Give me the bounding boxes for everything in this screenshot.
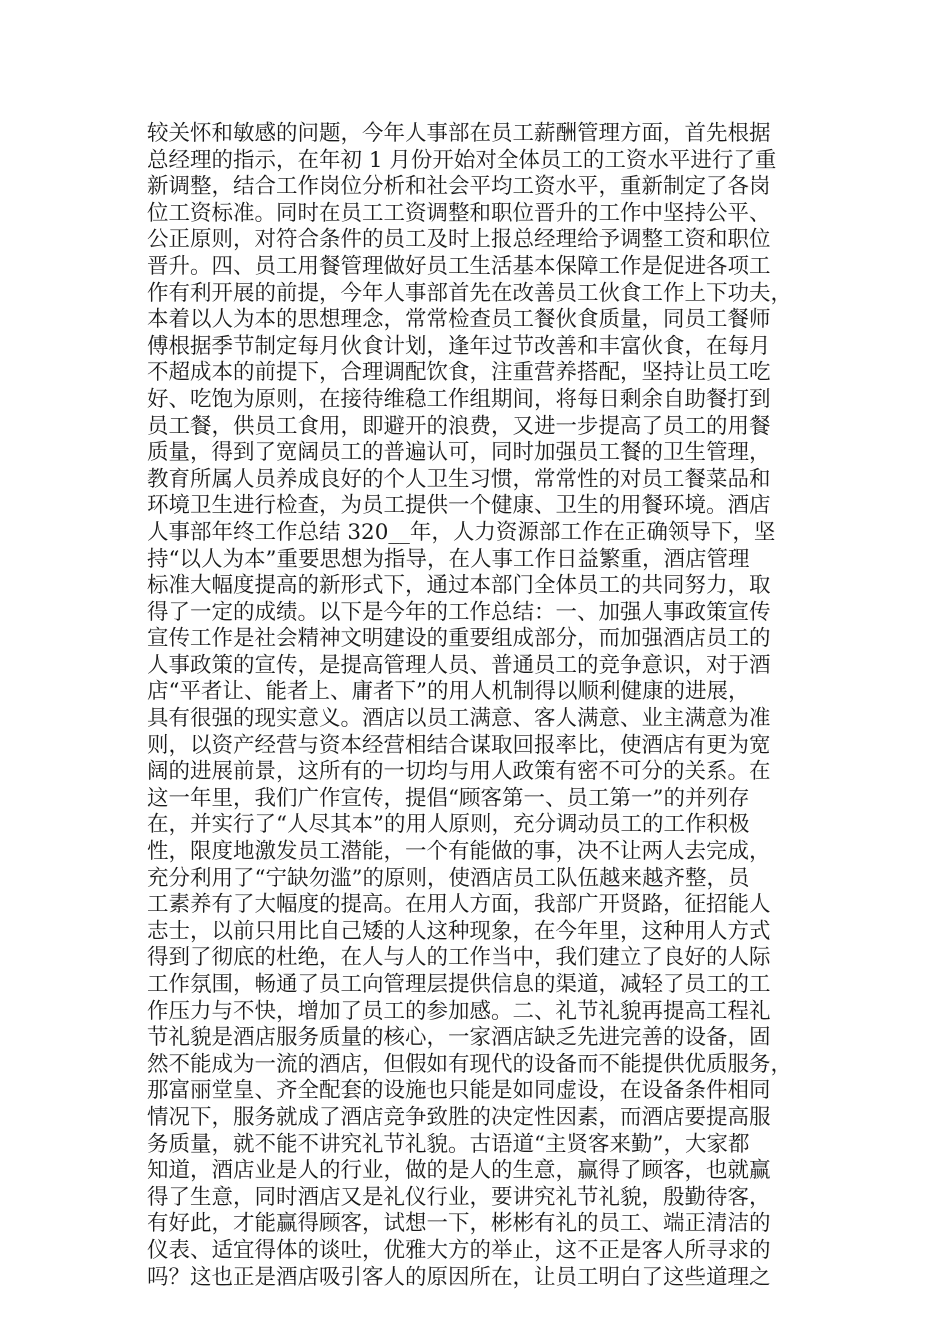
text-line: 则，以资产经营与资本经营相结合谋取回报率比，使酒店有更为宽 bbox=[147, 732, 771, 758]
text-line: 性，限度地激发员工潜能，一个有能做的事，决不让两人去完成， bbox=[147, 839, 771, 865]
body-text bbox=[147, 121, 827, 1291]
text-line: 本着以人为本的思想理念，常常检查员工餐伙食质量，同员工餐师 bbox=[147, 307, 771, 333]
text-line: 员工餐，供员工食用，即避开的浪费，又进一步提高了员工的用餐 bbox=[147, 413, 771, 439]
text-line: 店“平者让、能者上、庸者下”的用人机制得以顺利健康的进展， bbox=[147, 679, 750, 705]
text-line: 具有很强的现实意义。酒店以员工满意、客人满意、业主满意为准 bbox=[147, 706, 771, 732]
text-line: 傅根据季节制定每月伙食计划，逢年过节改善和丰富伙食，在每月 bbox=[147, 333, 771, 359]
text-line: 持“以人为本”重要思想为指导，在人事工作日益繁重，酒店管理 bbox=[147, 546, 750, 572]
text-line: 在，并实行了“人尽其本”的用人原则，充分调动员工的工作积极 bbox=[147, 812, 750, 838]
text-line: 志士，以前只用比自己矮的人这种现象，在今年里，这种用人方式 bbox=[147, 918, 771, 944]
text-line: 作压力与不快，增加了员工的参加感。二、礼节礼貌再提高工程礼 bbox=[147, 998, 771, 1024]
text-line: 环境卫生进行检查，为员工提供一个健康、卫生的用餐环境。酒店 bbox=[147, 493, 771, 519]
text-line: 得了生意，同时酒店又是礼仪行业，要讲究礼节礼貌，殷勤待客， bbox=[147, 1184, 771, 1210]
text-line: 这一年里，我们广作宣传，提倡“顾客第一、员工第一”的并列存 bbox=[147, 785, 750, 811]
text-line: 人事部年终工作总结 320__年，人力资源部工作在正确领导下，坚 bbox=[147, 519, 776, 545]
text-line: 知道，酒店业是人的行业，做的是人的生意，赢得了顾客，也就赢 bbox=[147, 1158, 771, 1184]
text-line: 不超成本的前提下，合理调配饮食，注重营养搭配，坚持让员工吃 bbox=[147, 360, 771, 386]
text-line: 有好此，才能赢得顾客，试想一下，彬彬有礼的员工、端正清洁的 bbox=[147, 1211, 771, 1237]
text-line: 新调整，结合工作岗位分析和社会平均工资水平，重新制定了各岗 bbox=[147, 174, 771, 200]
text-line: 位工资标准。同时在员工工资调整和职位晋升的工作中坚持公平、 bbox=[147, 200, 771, 226]
text-line: 充分利用了“宁缺勿滥”的原则，使酒店员工队伍越来越齐整，员 bbox=[147, 865, 750, 891]
text-line: 得了一定的成绩。以下是今年的工作总结：一、加强人事政策宣传 bbox=[147, 599, 771, 625]
text-line: 总经理的指示，在年初 1 月份开始对全体员工的工资水平进行了重 bbox=[147, 147, 777, 173]
text-line: 那富丽堂皇、齐全配套的设施也只能是如同虚设，在设备条件相同 bbox=[147, 1078, 771, 1104]
text-line: 得到了彻底的杜绝，在人与人的工作当中，我们建立了良好的人际 bbox=[147, 945, 771, 971]
text-line: 工作氛围，畅通了员工向管理层提供信息的渠道，减轻了员工的工 bbox=[147, 972, 771, 997]
text-line: 晋升。四、员工用餐管理做好员工生活基本保障工作是促进各项工 bbox=[147, 253, 771, 279]
text-line: 质量，得到了宽阔员工的普遍认可，同时加强员工餐的卫生管理， bbox=[147, 440, 771, 466]
text-line: 较关怀和敏感的问题，今年人事部在员工薪酬管理方面，首先根据 bbox=[147, 121, 771, 146]
text-line: 公正原则，对符合条件的员工及时上报总经理给予调整工资和职位 bbox=[147, 227, 771, 253]
text-line: 然不能成为一流的酒店，但假如有现代的设备而不能提供优质服务， bbox=[147, 1051, 793, 1077]
text-line: 好、吃饱为原则，在接待维稳工作组期间，将每日剩余自助餐打到 bbox=[147, 386, 771, 412]
text-line: 情况下，服务就成了酒店竞争致胜的决定性因素，而酒店要提高服 bbox=[147, 1104, 771, 1130]
text-line: 务质量，就不能不讲究礼节礼貌。古语道“主贤客来勤”，大家都 bbox=[147, 1131, 750, 1157]
text-line: 标准大幅度提高的新形式下，通过本部门全体员工的共同努力，取 bbox=[147, 573, 771, 599]
text-line: 作有利开展的前提，今年人事部首先在改善员工伙食工作上下功夫， bbox=[147, 280, 793, 306]
text-line: 宣传工作是社会精神文明建设的重要组成部分，而加强酒店员工的 bbox=[147, 626, 771, 652]
text-line: 阔的进展前景，这所有的一切均与用人政策有密不可分的关系。在 bbox=[147, 759, 771, 785]
text-line: 吗？这也正是酒店吸引客人的原因所在，让员工明白了这些道理之 bbox=[147, 1264, 771, 1290]
text-line: 仪表、适宜得体的谈吐，优雅大方的举止，这不正是客人所寻求的 bbox=[147, 1237, 771, 1263]
text-line: 工素养有了大幅度的提高。在用人方面，我部广开贤路，征招能人 bbox=[147, 892, 771, 918]
text-line: 节礼貌是酒店服务质量的核心，一家酒店缺乏先进完善的设备，固 bbox=[147, 1025, 771, 1051]
text-line: 教育所属人员养成良好的个人卫生习惯，常常性的对员工餐菜品和 bbox=[147, 466, 771, 492]
text-line: 人事政策的宣传，是提高管理人员、普通员工的竞争意识，对于酒 bbox=[147, 652, 771, 678]
